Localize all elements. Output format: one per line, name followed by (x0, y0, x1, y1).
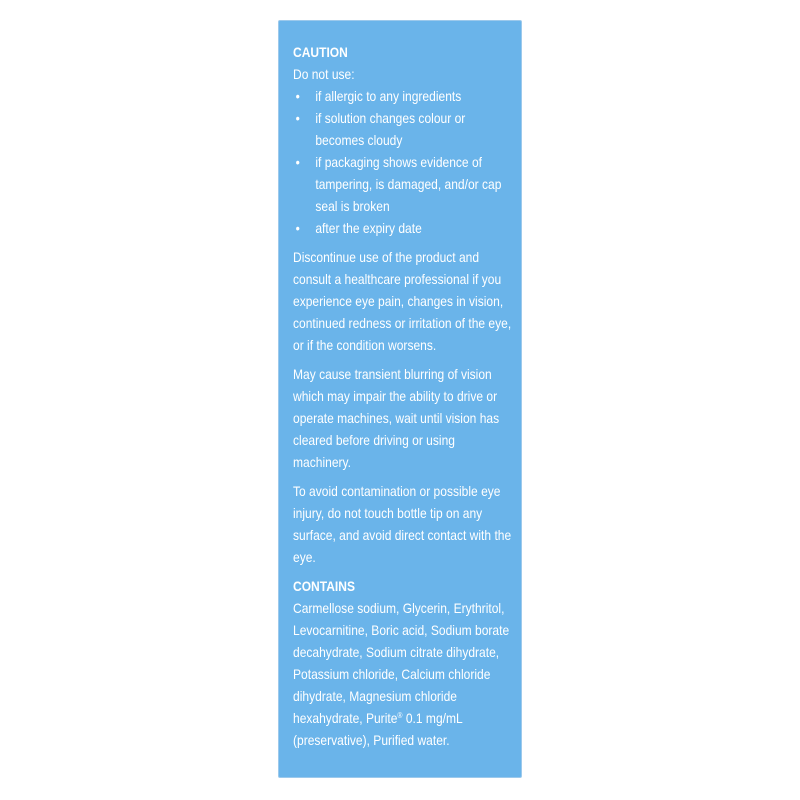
caution-bullet-text: if solution changes colour or becomes cloudy (315, 110, 466, 148)
caution-heading: CAUTION (293, 44, 348, 60)
caution-bullet-item (293, 217, 515, 239)
bullet-icon: • (295, 220, 300, 236)
caution-paragraph-discontinue: Discontinue use of the product and consult a healthcare professional if you experience eye pain, changes in vision, continued redness or irritation of the eye, or if the condition worsens. (293, 249, 512, 353)
caution-paragraph-blurring: May cause transient blurring of vision which may impair the ability to drive or operate machines, wait until vision has cleared before driving or using machinery. (293, 366, 500, 470)
caution-bullet-item (293, 107, 515, 151)
ingredients-text-end: 0.1 mg/mL (preservative), Purified water. (293, 710, 463, 748)
caution-bullet-text: if packaging shows evidence of tampering, is damaged, and/or cap seal is broken (315, 154, 502, 214)
bullet-icon: • (295, 110, 300, 126)
bullet-icon: • (295, 88, 300, 104)
bullet-icon: • (295, 154, 300, 170)
label-content (293, 41, 515, 758)
caution-paragraph-contamination: To avoid contamination or possible eye injury, do not touch bottle tip on any surface, and avoid direct contact with the eye. (293, 483, 512, 565)
contains-heading: CONTAINS (293, 578, 355, 594)
registered-trademark-mark: ® (397, 711, 403, 720)
ingredients-text: Carmellose sodium, Glycerin, Erythritol, Levocarnitine, Boric acid, Sodium borate decahydrate, Sodium citrate dihydrate, Potassium chloride, Calcium chloride dihydrate, Magnesium chloride hexahydrate, Purite (293, 600, 510, 726)
contains-ingredients (293, 597, 515, 751)
caution-bullet-text: after the expiry date (315, 220, 422, 236)
caution-bullet-list (293, 85, 515, 239)
label-panel (278, 20, 522, 778)
caution-bullet-item (293, 85, 515, 107)
caution-intro: Do not use: (293, 66, 355, 82)
caution-bullet-item (293, 151, 515, 217)
caution-bullet-text: if allergic to any ingredients (315, 88, 462, 104)
